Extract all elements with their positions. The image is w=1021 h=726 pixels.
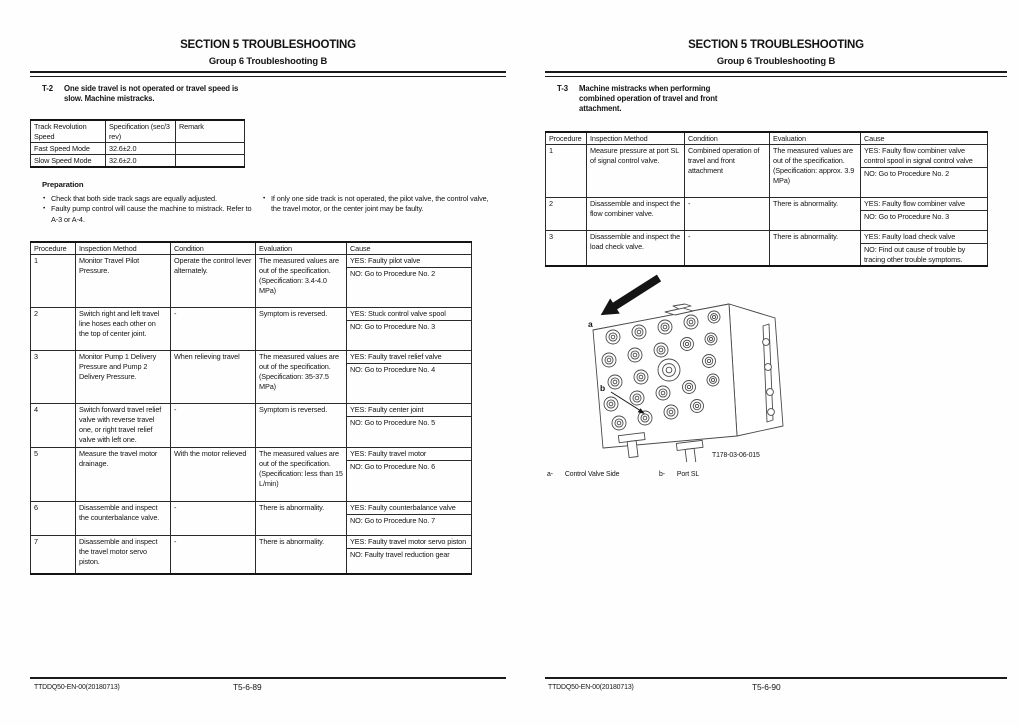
- topic-heading-t2: [42, 84, 258, 104]
- cause-no: NO: Go to Procedure No. 6: [350, 462, 436, 472]
- procedure-cell-number: 7: [31, 536, 76, 574]
- cause-no: NO: Go to Procedure No. 3: [864, 212, 950, 222]
- procedure-cell-condition: Operate the control lever alternately.: [171, 255, 256, 308]
- preparation-title: Preparation: [42, 180, 84, 189]
- spec-table-wrap: [30, 119, 245, 168]
- cause-yes: YES: Faulty travel motor servo piston: [347, 536, 471, 549]
- procedure-table-wrap-t3: [545, 131, 988, 267]
- cause-no: NO: Faulty travel reduction gear: [350, 550, 450, 560]
- procedure-row: [546, 198, 988, 231]
- callout-b-label: b: [600, 383, 606, 393]
- procedure-cell-cause: [861, 231, 988, 267]
- cause-no: NO: Go to Procedure No. 2: [350, 269, 436, 279]
- procedure-cell-method: Disassemble and inspect the flow combiner valve.: [587, 198, 685, 231]
- topic-id: T-3: [557, 84, 568, 93]
- cause-no: NO: Find out cause of trouble by tracing other trouble symptoms.: [864, 245, 966, 265]
- procedure-cell-cause: [347, 536, 472, 574]
- control-valve-illustration: [557, 270, 809, 462]
- procedure-cell-cause: [347, 308, 472, 351]
- procedure-cell-cause: [347, 255, 472, 308]
- procedure-cell-cause: [861, 198, 988, 231]
- procedure-row: [31, 404, 472, 448]
- procedure-cell-cause: [347, 404, 472, 448]
- page-number: T5-6-89: [233, 682, 262, 692]
- procedure-cell-evaluation: There is abnormality.: [770, 198, 861, 231]
- cause-no: NO: Go to Procedure No. 5: [350, 418, 436, 428]
- preparation-bullets-left: [42, 194, 252, 225]
- procedure-cell-evaluation: The measured values are out of the specification. (Specification: 35-37.5 MPa): [256, 351, 347, 404]
- procedure-cell-method: Switch right and left travel line hoses each other on the top of center joint.: [76, 308, 171, 351]
- procedure-cell-number: 6: [31, 502, 76, 536]
- legend-a: [547, 471, 619, 478]
- column-header: Procedure: [546, 132, 587, 145]
- procedure-cell-condition: -: [171, 502, 256, 536]
- doc-code: TTDDQ50-EN-00(20180713): [548, 684, 634, 691]
- spec-cell-value: 32.6±2.0: [106, 143, 176, 155]
- procedure-cell-condition: -: [685, 231, 770, 267]
- cause-yes: YES: Faulty travel motor: [347, 448, 471, 461]
- procedure-cell-evaluation: The measured values are out of the specification. (Specification: approx. 3.9 MPa): [770, 145, 861, 198]
- group-title: Group 6 Troubleshooting B: [208, 55, 328, 66]
- topic-id: T-2: [42, 84, 53, 93]
- procedure-header-row: [546, 132, 988, 145]
- preparation-bullets-right: [262, 194, 500, 215]
- column-header: Specification (sec/3 rev): [106, 120, 176, 143]
- procedure-cell-condition: -: [171, 536, 256, 574]
- procedure-cell-cause: [861, 145, 988, 198]
- procedure-cell-method: Measure the travel motor drainage.: [76, 448, 171, 502]
- procedure-cell-method: Monitor Pump 1 Delivery Pressure and Pump 2 Delivery Pressure.: [76, 351, 171, 404]
- spec-cell-value: 32.6±2.0: [106, 155, 176, 168]
- spec-cell-remark: [176, 155, 245, 168]
- doc-code: TTDDQ50-EN-00(20180713): [34, 684, 120, 691]
- procedure-cell-evaluation: Symptom is reversed.: [256, 404, 347, 448]
- valve-right-face: [729, 304, 783, 436]
- topic-title: One side travel is not operated or travel speed is slow. Machine mistracks.: [64, 84, 239, 104]
- column-header: Inspection Method: [587, 132, 685, 145]
- procedure-cell-number: 5: [31, 448, 76, 502]
- procedure-cell-method: Disassemble and inspect the travel motor servo piston.: [76, 536, 171, 574]
- procedure-cell-condition: -: [171, 404, 256, 448]
- cause-yes: YES: Faulty load check valve: [861, 231, 987, 244]
- procedure-cell-cause: [347, 448, 472, 502]
- procedure-cell-method: Measure pressure at port SL of signal control valve.: [587, 145, 685, 198]
- procedure-row: [31, 502, 472, 536]
- procedure-row: [31, 536, 472, 574]
- footer-divider: [545, 677, 1007, 679]
- section-title: SECTION 5 TROUBLESHOOTING: [688, 39, 864, 51]
- spec-header-row: [31, 120, 245, 143]
- cause-yes: YES: Faulty center joint: [347, 404, 471, 417]
- legend-b: [659, 471, 699, 478]
- section-title: SECTION 5 TROUBLESHOOTING: [180, 39, 356, 51]
- legend-a-label: Control Valve Side: [564, 471, 620, 478]
- procedure-cell-number: 3: [31, 351, 76, 404]
- page-header: [545, 39, 1007, 66]
- procedure-cell-method: Disassemble and inspect the load check valve.: [587, 231, 685, 267]
- page-header: [30, 39, 506, 66]
- figure-caption: T178-03-06-015: [712, 452, 760, 459]
- procedure-row: [31, 255, 472, 308]
- cause-yes: YES: Faulty pilot valve: [347, 255, 471, 268]
- column-header: Evaluation: [770, 132, 861, 145]
- callout-a-label: a: [588, 319, 593, 329]
- procedure-cell-number: 1: [546, 145, 587, 198]
- preparation-bullet: • If only one side track is not operated, the pilot valve, the control valve, the travel motor, or the center joint may be faulty.: [262, 194, 500, 215]
- procedure-cell-evaluation: There is abnormality.: [770, 231, 861, 267]
- procedure-cell-evaluation: The measured values are out of the specification. (Specification: 3.4-4.0 MPa): [256, 255, 347, 308]
- cause-no: NO: Go to Procedure No. 2: [864, 169, 950, 179]
- page-right: [511, 0, 1021, 726]
- legend-a-key: a-: [547, 471, 553, 478]
- procedure-header-row: [31, 242, 472, 255]
- group-title: Group 6 Troubleshooting B: [716, 55, 836, 66]
- procedure-cell-condition: Combined operation of travel and front attachment: [685, 145, 770, 198]
- cause-yes: YES: Faulty counterbalance valve: [347, 502, 471, 515]
- procedure-cell-number: 3: [546, 231, 587, 267]
- procedure-cell-evaluation: The measured values are out of the specification. (Specification: less than 15 L/min): [256, 448, 347, 502]
- column-header: Procedure: [31, 242, 76, 255]
- cause-yes: YES: Faulty travel relief valve: [347, 351, 471, 364]
- procedure-cell-cause: [347, 351, 472, 404]
- header-divider: [545, 71, 1007, 77]
- procedure-cell-evaluation: Symptom is reversed.: [256, 308, 347, 351]
- procedure-row: [31, 448, 472, 502]
- preparation-notes: [42, 194, 502, 225]
- procedure-row: [546, 145, 988, 198]
- topic-title: Machine mistracks when performing combined operation of travel and front attachment.: [579, 84, 718, 114]
- procedure-cell-number: 1: [31, 255, 76, 308]
- preparation-bullet: • Faulty pump control will cause the machine to mistrack. Refer to A-3 or A-4.: [42, 204, 252, 225]
- procedure-row: [31, 308, 472, 351]
- spec-cell-mode: Fast Speed Mode: [31, 143, 106, 155]
- procedure-row: [546, 231, 988, 267]
- arrow-a-icon: [601, 275, 661, 316]
- procedure-row: [31, 351, 472, 404]
- spec-cell-mode: Slow Speed Mode: [31, 155, 106, 168]
- procedure-cell-condition: -: [685, 198, 770, 231]
- page-left: [0, 0, 510, 726]
- spec-row: [31, 155, 245, 168]
- column-header: Track Revolution Speed: [31, 120, 106, 143]
- procedure-cell-method: Disassemble and inspect the counterbalance valve.: [76, 502, 171, 536]
- procedure-cell-condition: With the motor relieved: [171, 448, 256, 502]
- procedure-cell-method: Monitor Travel Pilot Pressure.: [76, 255, 171, 308]
- spec-cell-remark: [176, 143, 245, 155]
- track-speed-spec-table: [30, 119, 245, 168]
- cause-no: NO: Go to Procedure No. 7: [350, 516, 436, 526]
- column-header: Remark: [176, 120, 245, 143]
- procedure-cell-condition: When relieving travel: [171, 351, 256, 404]
- troubleshooting-table-t2: [30, 241, 472, 575]
- procedure-cell-number: 2: [546, 198, 587, 231]
- topic-heading-t3: [557, 84, 735, 114]
- column-header: Inspection Method: [76, 242, 171, 255]
- procedure-cell-condition: -: [171, 308, 256, 351]
- cause-yes: YES: Faulty flow combiner valve: [861, 198, 987, 211]
- figure-wrap: [557, 270, 809, 467]
- column-header: Evaluation: [256, 242, 347, 255]
- column-header: Condition: [171, 242, 256, 255]
- cause-no: NO: Go to Procedure No. 3: [350, 322, 436, 332]
- spec-row: [31, 143, 245, 155]
- cause-no: NO: Go to Procedure No. 4: [350, 365, 436, 375]
- procedure-cell-cause: [347, 502, 472, 536]
- cause-yes: YES: Faulty flow combiner valve control spool in signal control valve: [861, 145, 987, 168]
- procedure-cell-method: Switch forward travel relief valve with reverse travel one, or right travel relief valve with left one.: [76, 404, 171, 448]
- column-header: Cause: [861, 132, 988, 145]
- header-divider: [30, 71, 506, 77]
- cause-yes: YES: Stuck control valve spool: [347, 308, 471, 321]
- column-header: Condition: [685, 132, 770, 145]
- column-header: Cause: [347, 242, 472, 255]
- procedure-cell-evaluation: There is abnormality.: [256, 502, 347, 536]
- legend-b-label: Port SL: [676, 471, 700, 478]
- preparation-bullet: • Check that both side track sags are equally adjusted.: [42, 194, 252, 204]
- legend-b-key: b-: [659, 471, 665, 478]
- procedure-table-wrap-t2: [30, 241, 472, 575]
- procedure-cell-number: 2: [31, 308, 76, 351]
- footer-divider: [30, 677, 506, 679]
- page-number: T5-6-90: [752, 682, 781, 692]
- procedure-cell-evaluation: There is abnormality.: [256, 536, 347, 574]
- procedure-cell-number: 4: [31, 404, 76, 448]
- troubleshooting-table-t3: [545, 131, 988, 267]
